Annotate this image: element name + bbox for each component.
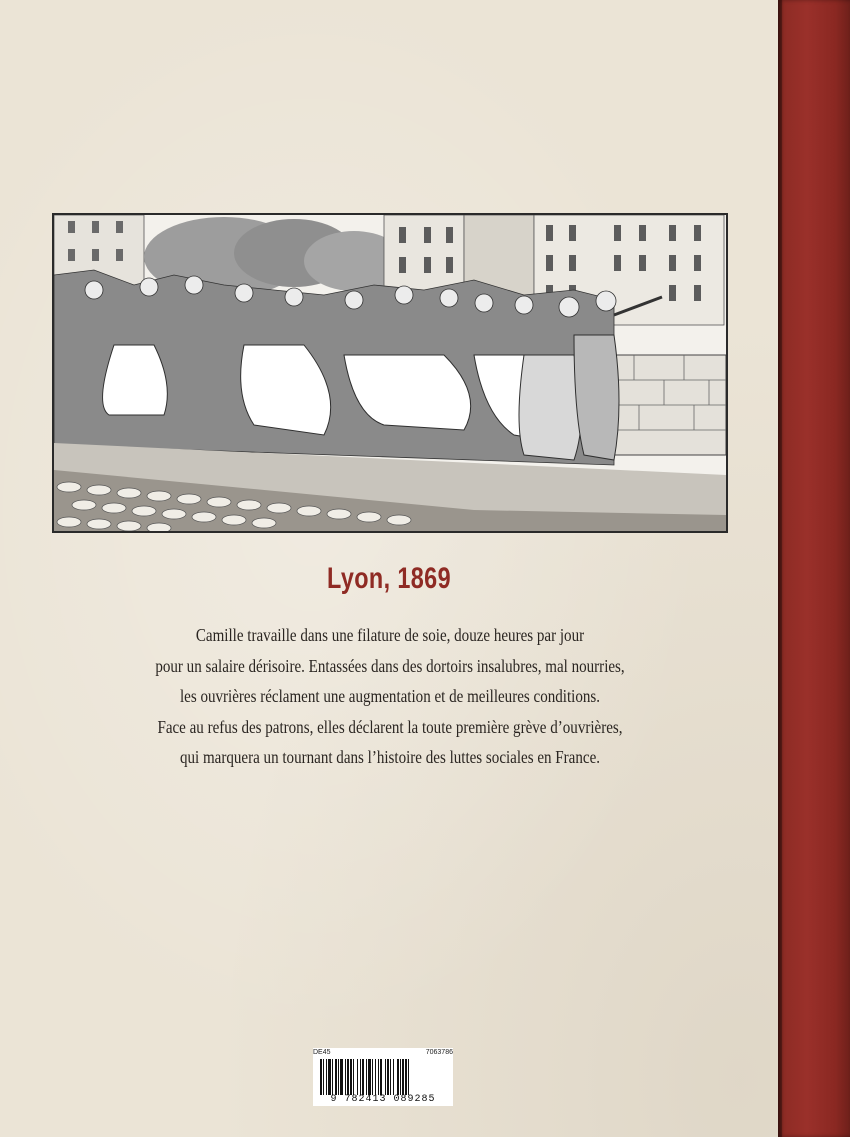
blurb-line: les ouvrières réclament une augmentation et de meilleures conditions. xyxy=(179,686,601,706)
book-spine xyxy=(778,0,850,1137)
barcode-digits: 9 782413 089285 xyxy=(330,1094,436,1105)
blurb-line: pour un salaire dérisoire. Entassées dans des dortoirs insalubres, mal nourries, xyxy=(155,655,625,676)
barcode-code-right: 7063786 xyxy=(425,1049,453,1056)
barcode-code-left: DE45 xyxy=(313,1049,331,1056)
illustration-drawing xyxy=(54,215,726,531)
strike-march-illustration xyxy=(52,213,728,533)
blurb-line: qui marquera un tournant dans l’histoire des luttes sociales en France. xyxy=(179,747,601,767)
blurb-text xyxy=(60,620,720,773)
blurb-line: Face au refus des patrons, elles déclarent la toute première grève d’ouvrières, xyxy=(157,716,623,737)
barcode-bars-icon xyxy=(319,1059,453,1095)
book-title: Lyon, 1869 xyxy=(327,562,451,595)
isbn-barcode xyxy=(313,1048,453,1106)
blurb-line: Camille travaille dans une filature de soie, douze heures par jour xyxy=(195,625,585,645)
